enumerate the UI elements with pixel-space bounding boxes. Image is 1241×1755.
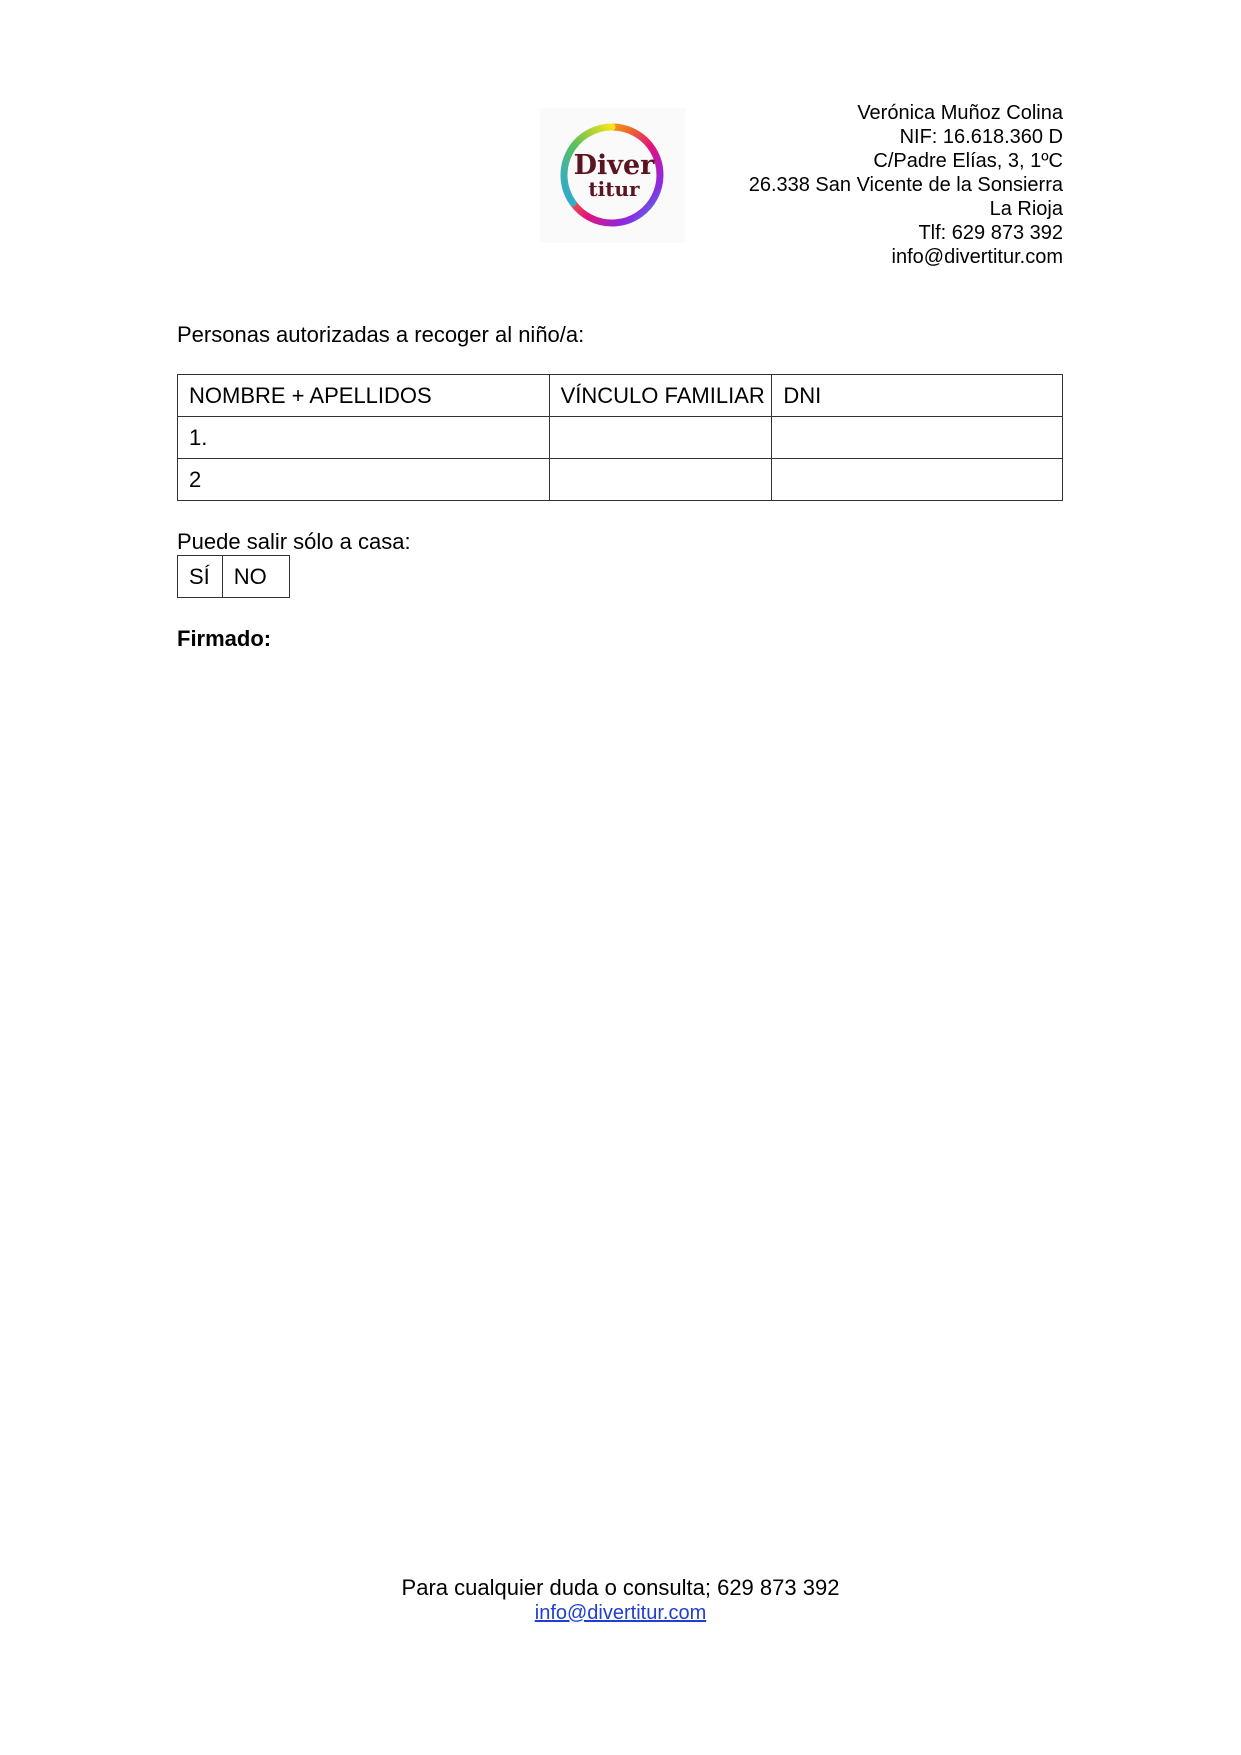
column-header-name: NOMBRE + APELLIDOS bbox=[178, 375, 550, 417]
no-option[interactable]: NO bbox=[222, 556, 289, 598]
footer bbox=[0, 1575, 1241, 1625]
svg-text:Diver: Diver bbox=[573, 150, 655, 181]
dni-cell[interactable] bbox=[772, 417, 1063, 459]
column-header-relationship: VÍNCULO FAMILIAR bbox=[549, 375, 772, 417]
name-cell[interactable]: 1. bbox=[178, 417, 550, 459]
leave-alone-question: Puede salir sólo a casa: bbox=[177, 529, 411, 554]
footer-email-link[interactable]: info@divertitur.com bbox=[534, 1602, 707, 1624]
sender-phone: Tlf: 629 873 392 bbox=[918, 222, 1063, 244]
dni-cell[interactable] bbox=[772, 459, 1063, 501]
sender-name: Verónica Muñoz Colina bbox=[857, 102, 1063, 124]
relationship-cell[interactable] bbox=[549, 417, 772, 459]
signed-label: Firmado: bbox=[177, 626, 272, 651]
svg-text:titur: titur bbox=[588, 177, 640, 201]
sender-region: La Rioja bbox=[989, 198, 1063, 220]
sender-nif: NIF: 16.618.360 D bbox=[899, 126, 1063, 148]
footer-contact-text: Para cualquier duda o consulta; 629 873 392 bbox=[401, 1575, 840, 1600]
relationship-cell[interactable] bbox=[549, 459, 772, 501]
column-header-dni: DNI bbox=[772, 375, 1063, 417]
sender-address-block bbox=[749, 101, 1063, 269]
table-row bbox=[178, 459, 1063, 501]
authorized-persons-heading: Personas autorizadas a recoger al niño/a: bbox=[177, 322, 585, 347]
divertitur-logo-icon bbox=[540, 108, 685, 243]
authorized-persons-table bbox=[177, 374, 1063, 501]
table-row bbox=[178, 417, 1063, 459]
yes-option[interactable]: SÍ bbox=[178, 556, 223, 598]
table-header-row bbox=[178, 375, 1063, 417]
sender-street: C/Padre Elías, 3, 1ºC bbox=[873, 150, 1063, 172]
sender-email: info@divertitur.com bbox=[891, 246, 1063, 268]
yes-no-choice-table bbox=[177, 555, 290, 598]
name-cell[interactable]: 2 bbox=[178, 459, 550, 501]
sender-city: 26.338 San Vicente de la Sonsierra bbox=[748, 174, 1063, 196]
